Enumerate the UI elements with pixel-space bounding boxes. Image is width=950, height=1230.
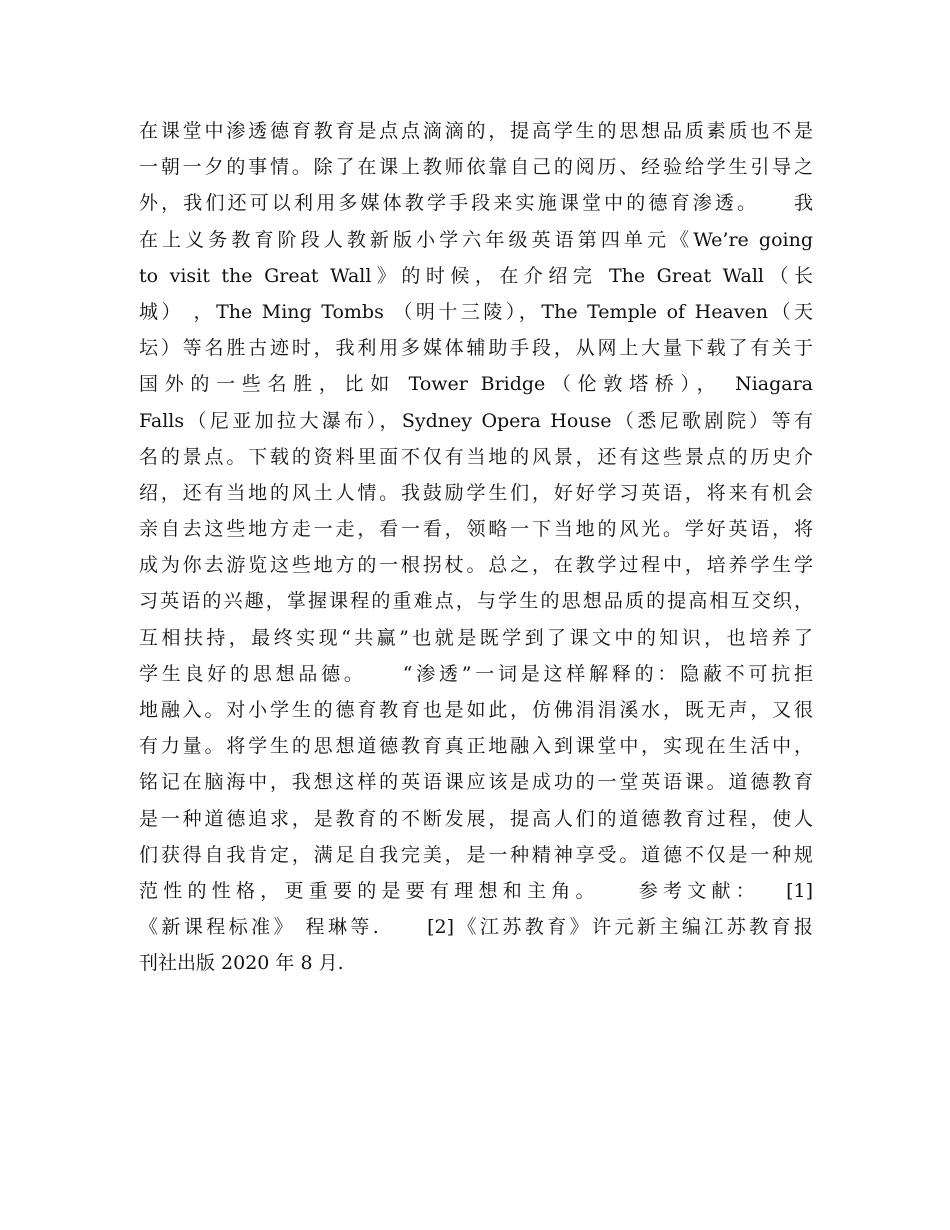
text-line: 坛）等名胜古迹时，我利用多媒体辅助手段，从网上大量下载了有关于 — [139, 337, 813, 360]
text-line: 国外的一些名胜，比如 Tower Bridge（伦敦塔桥）， Niagara — [139, 373, 813, 396]
text-line: to visit the Great Wall》的时候，在介绍完 The Great Wall（长 — [139, 264, 813, 287]
text-line: 在上义务教育阶段人教新版小学六年级英语第四单元《We’re going — [139, 228, 813, 251]
text-line: 在课堂中渗透德育教育是点点滴滴的，提高学生的思想品质素质也不是 — [139, 120, 813, 142]
text-line: 亲自去这些地方走一走，看一看，领略一下当地的风光。学好英语，将 — [139, 518, 813, 541]
text-line: 刊社出版 2020 年 8 月. — [139, 952, 344, 975]
text-line: 是一种道德追求，是教育的不断发展，提高人们的道德教育过程，使人 — [139, 807, 813, 830]
text-line: 名的景点。下载的资料里面不仅有当地的风景，还有这些景点的历史介 — [139, 445, 813, 468]
text-line: 互相扶持，最终实现“共赢”也就是既学到了课文中的知识，也培养了 — [139, 626, 813, 649]
body-text — [139, 113, 813, 982]
text-line: 铭记在脑海中，我想这样的英语课应该是成功的一堂英语课。道德教育 — [139, 771, 813, 794]
text-line: 习英语的兴趣，掌握课程的重难点，与学生的思想品质的提高相互交织， — [139, 590, 813, 613]
text-line: 范性的性格，更重要的是要有理想和主角。 参考文献： [1] — [139, 879, 813, 902]
text-line: 外，我们还可以利用多媒体教学手段来实施课堂中的德育渗透。 我 — [139, 192, 813, 215]
text-line: 成为你去游览这些地方的一根拐杖。总之，在教学过程中，培养学生学 — [139, 554, 813, 577]
text-line: 学生良好的思想品德。 “渗透”一词是这样解释的：隐蔽不可抗拒 — [139, 662, 813, 685]
text-line: 地融入。对小学生的德育教育也是如此，仿佛涓涓溪水，既无声，又很 — [139, 699, 813, 721]
text-line: 们获得自我肯定，满足自我完美，是一种精神享受。道德不仅是一种规 — [139, 843, 813, 866]
text-line: 绍，还有当地的风土人情。我鼓励学生们，好好学习英语，将来有机会 — [139, 481, 813, 504]
text-line: 《新课程标准》 程琳等. [2]《江苏教育》许元新主编江苏教育报 — [139, 916, 813, 939]
text-line: 有力量。将学生的思想道德教育真正地融入到课堂中，实现在生活中， — [139, 735, 813, 758]
text-line: 城） ，The Ming Tombs （明十三陵），The Temple of Heaven（天 — [139, 300, 813, 323]
text-line: 一朝一夕的事情。除了在课上教师依靠自己的阅历、经验给学生引导之 — [139, 156, 813, 179]
text-line: Falls（尼亚加拉大瀑布），Sydney Opera House（悉尼歌剧院）等有 — [139, 409, 813, 432]
